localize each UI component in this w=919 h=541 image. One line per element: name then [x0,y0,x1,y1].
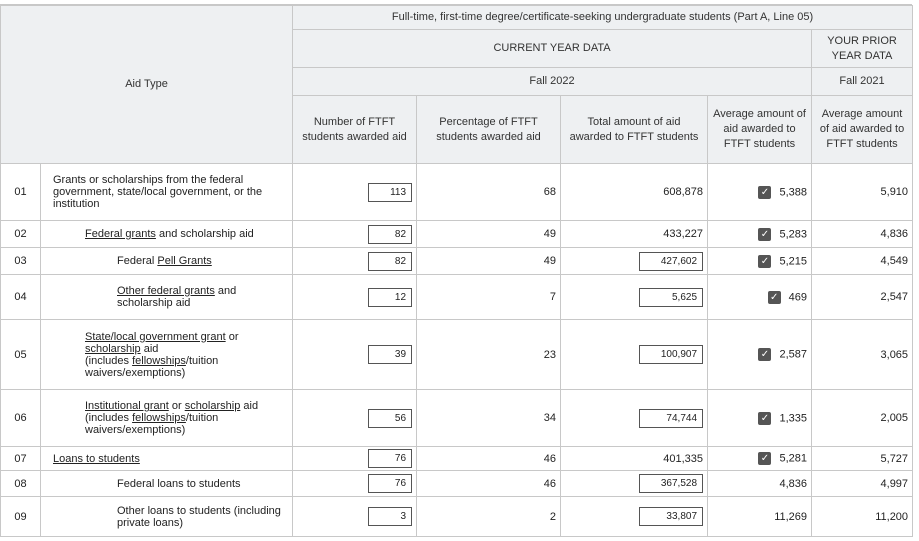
row-number: 06 [1,390,41,447]
current-term-header: Fall 2022 [293,68,812,96]
row-label-link[interactable]: Pell Grants [157,255,212,267]
col-number-header: Number of FTFT students awarded aid [293,96,417,164]
prior-value: 2,005 [812,390,913,447]
check-icon[interactable]: ✓ [758,412,771,425]
col-prior-avg-header: Average amount of aid awarded to FTFT students [812,96,913,164]
total-value: 608,878 [561,164,708,221]
table-row [1,164,913,221]
row-label-link[interactable]: scholarship [85,342,141,355]
count-input[interactable]: 113 [368,183,412,202]
row-label [41,447,293,471]
table-row [1,221,913,248]
prior-value: 3,065 [812,320,913,390]
row-label-link[interactable]: Federal grants [85,228,156,240]
row-label-link[interactable]: Institutional grant [85,400,169,412]
avg-value: 11,269 [708,497,812,537]
avg-value: 5,281 [779,452,808,465]
prior-value: 2,547 [812,275,913,320]
row-number: 08 [1,471,41,497]
total-input[interactable]: 367,528 [639,474,703,493]
check-icon[interactable]: ✓ [758,186,771,199]
table-row [1,275,913,320]
row-label-link[interactable]: State/local government grant [85,330,226,343]
avg-value: 5,283 [779,227,808,240]
avg-value: 5,215 [779,254,808,267]
count-input[interactable]: 3 [368,507,412,526]
count-input[interactable]: 12 [368,288,412,307]
row-number: 03 [1,248,41,275]
percent-value: 68 [417,164,561,221]
row-number: 02 [1,221,41,248]
check-icon[interactable]: ✓ [768,291,781,304]
aid-type-header: Aid Type [1,6,293,164]
row-label: Federal grants and scholarship aid [41,221,293,248]
table-row [1,248,913,275]
check-icon[interactable]: ✓ [758,228,771,241]
avg-value: 1,335 [779,411,808,424]
percent-value: 7 [417,275,561,320]
row-label-link[interactable]: Loans to students [53,452,140,465]
row-label: Federal Pell Grants [41,248,293,275]
row-number: 09 [1,497,41,537]
total-input[interactable]: 33,807 [639,507,703,526]
row-label: Federal loans to students [41,471,293,497]
row-number: 04 [1,275,41,320]
row-label-link[interactable]: scholarship [184,400,241,412]
table-row [1,447,913,471]
total-input[interactable]: 5,625 [639,288,703,307]
prior-value: 5,910 [812,164,913,221]
check-icon[interactable]: ✓ [758,255,771,268]
row-label: State/local government grant or scholarship aid (includes fellowships/tuition waivers/exemptions) [41,320,293,390]
total-value: 433,227 [561,221,708,248]
section-title: Full-time, first-time degree/certificate-seeking undergraduate students (Part A, Line 05) [293,6,913,30]
count-input[interactable]: 76 [368,474,412,493]
check-icon[interactable]: ✓ [758,348,771,361]
row-label-link[interactable]: fellowships [132,354,186,367]
row-label: Other federal grants and scholarship aid [41,275,293,320]
count-input[interactable]: 82 [368,252,412,271]
prior-value: 4,997 [812,471,913,497]
percent-value: 46 [417,447,561,471]
total-input[interactable]: 427,602 [639,252,703,271]
row-label-link[interactable]: fellowships [132,412,186,424]
avg-value: 5,388 [779,185,808,198]
avg-value: 4,836 [708,471,812,497]
table-row [1,471,913,497]
row-number: 01 [1,164,41,221]
table-row [1,320,913,390]
aid-table [0,5,913,537]
row-number: 07 [1,447,41,471]
percent-value: 46 [417,471,561,497]
col-total-header: Total amount of aid awarded to FTFT students [561,96,708,164]
percent-value: 2 [417,497,561,537]
avg-value: 469 [788,290,808,303]
current-year-header: CURRENT YEAR DATA [293,30,812,68]
count-input[interactable]: 39 [368,345,412,364]
count-input[interactable]: 82 [368,225,412,244]
prior-value: 5,727 [812,447,913,471]
col-avg-header: Average amount of aid awarded to FTFT students [708,96,812,164]
count-input[interactable]: 76 [368,449,412,468]
col-percent-header: Percentage of FTFT students awarded aid [417,96,561,164]
prior-value: 11,200 [812,497,913,537]
percent-value: 49 [417,221,561,248]
table-row [1,390,913,447]
count-input[interactable]: 56 [368,409,412,428]
total-input[interactable]: 100,907 [639,345,703,364]
prior-year-header: YOUR PRIOR YEAR DATA [812,30,913,68]
percent-value: 23 [417,320,561,390]
row-label: Grants or scholarships from the federal government, state/local government, or the institution [41,164,293,221]
row-label: Other loans to students (including private loans) [41,497,293,537]
percent-value: 49 [417,248,561,275]
row-label: Institutional grant or scholarship aid (includes fellowships/tuition waivers/exemptions) [41,390,293,447]
check-icon[interactable]: ✓ [758,452,771,465]
prior-term-header: Fall 2021 [812,68,913,96]
prior-value: 4,836 [812,221,913,248]
total-input[interactable]: 74,744 [639,409,703,428]
total-value: 401,335 [561,447,708,471]
avg-value: 2,587 [779,348,808,361]
row-number: 05 [1,320,41,390]
percent-value: 34 [417,390,561,447]
row-label-link[interactable]: Other federal grants [117,285,215,297]
table-row [1,497,913,537]
prior-value: 4,549 [812,248,913,275]
